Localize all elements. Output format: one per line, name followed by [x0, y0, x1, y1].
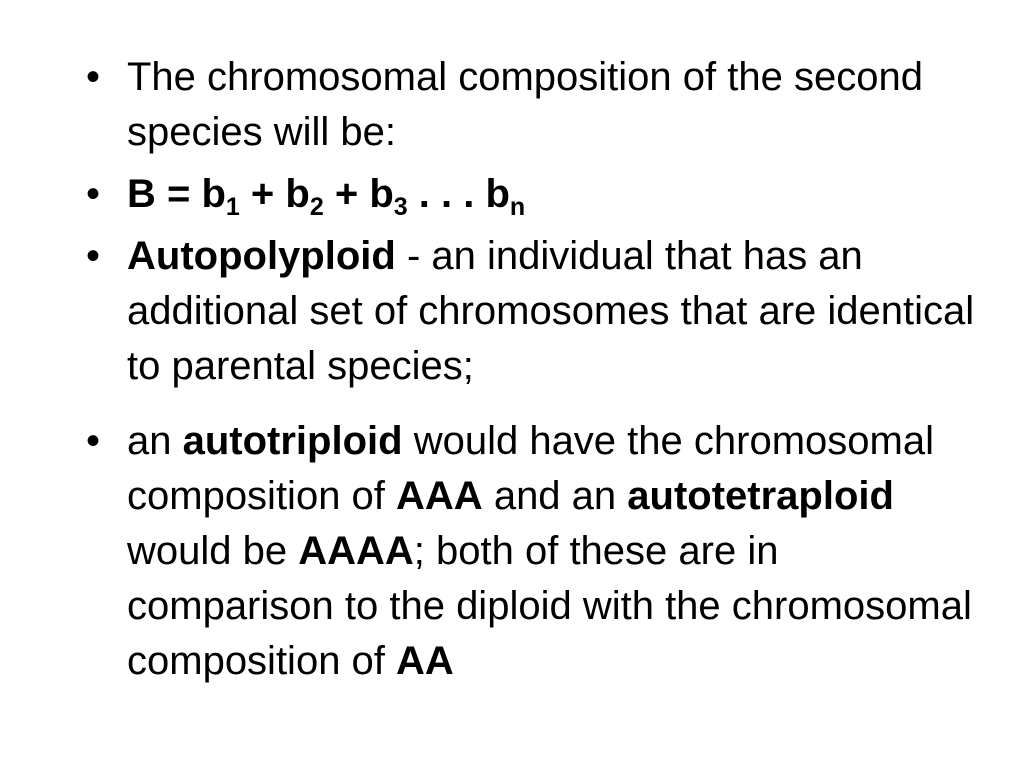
body-text: and an	[482, 474, 628, 518]
definition-text: - an individual that has an additional set of chromosomes that are identical to parental species;	[127, 234, 975, 388]
formula	[127, 172, 526, 221]
bullet-icon: •	[86, 234, 101, 278]
genome-aaaa: AAAA	[298, 529, 414, 573]
formula-subscript: 1	[225, 193, 240, 221]
formula-part: . . . b	[407, 172, 510, 216]
body-text: would be	[127, 529, 299, 573]
term-autopolyploid: Autopolyploid	[127, 234, 396, 278]
bullet-item-autotriploid	[86, 414, 986, 689]
bullet-icon: •	[86, 55, 101, 99]
bullet-icon: •	[86, 419, 101, 463]
body-text: an	[127, 419, 183, 463]
formula-part: + b	[323, 172, 394, 216]
bullet-icon: •	[86, 172, 101, 216]
bullet-item-formula	[86, 167, 986, 222]
term-autotetraploid: autotetraploid	[627, 474, 894, 518]
genome-aa: AA	[396, 639, 454, 683]
formula-part: B = b	[127, 172, 226, 216]
formula-part: + b	[239, 172, 310, 216]
body-text: ; both of these are in comparison to the diploid with the chromosomal composition of	[127, 529, 972, 683]
formula-subscript: 3	[393, 193, 408, 221]
bullet-text: The chromosomal composition of the second species will be:	[127, 55, 923, 154]
bullet-item-autopolyploid	[86, 229, 986, 394]
body-text: would have the chromosomal composition of	[127, 419, 934, 518]
genome-aaa: AAA	[396, 474, 483, 518]
formula-subscript: 2	[309, 193, 324, 221]
term-autotriploid: autotriploid	[182, 419, 403, 463]
bullet-list	[86, 50, 986, 696]
formula-subscript: n	[509, 193, 526, 221]
bullet-item-second-species	[86, 50, 986, 160]
